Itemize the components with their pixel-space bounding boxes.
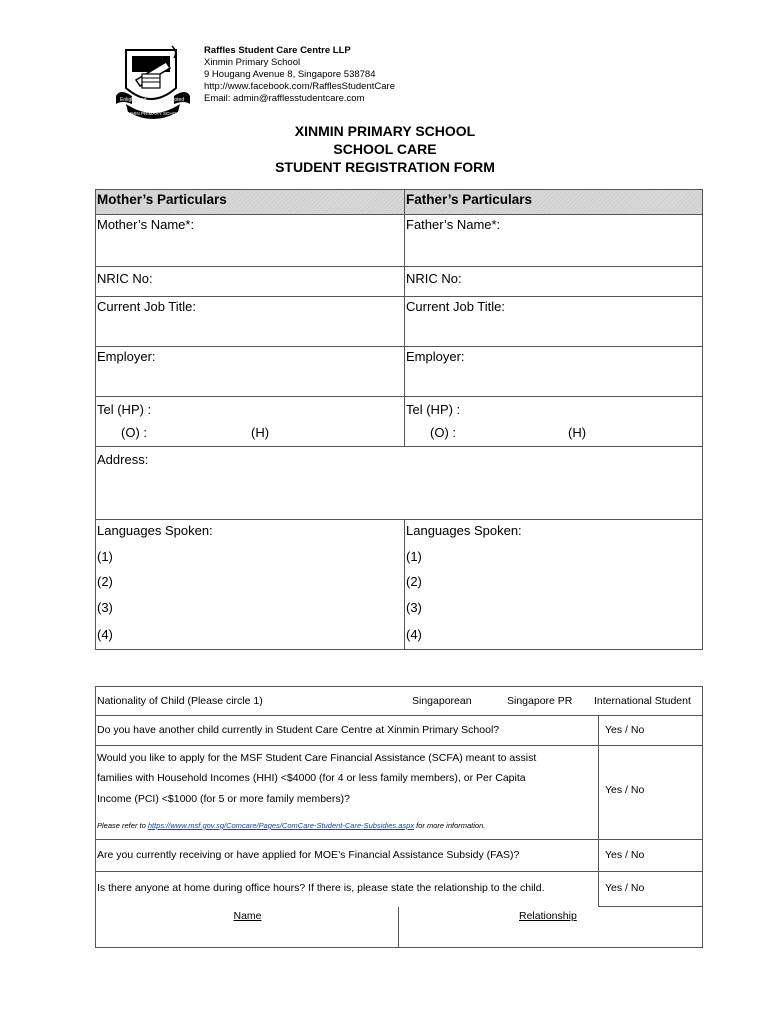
mother-tel-o-label: (O) : xyxy=(121,425,147,440)
father-lang-4: (4) xyxy=(406,627,422,642)
questions-table xyxy=(95,686,703,948)
title-school: XINMIN PRIMARY SCHOOL xyxy=(294,123,476,139)
mother-employer-label: Employer: xyxy=(97,349,156,364)
nat-option-singaporean[interactable]: Singaporean xyxy=(412,695,472,707)
q-fas-text: Are you currently receiving or have applied for MOE’s Financial Assistance Subsidy (FAS)? xyxy=(96,840,599,872)
title-care: SCHOOL CARE xyxy=(333,141,437,157)
crest-text-right: Rooted xyxy=(168,97,185,103)
mother-job-field[interactable] xyxy=(96,297,405,347)
mother-job-label: Current Job Title: xyxy=(97,299,196,314)
form-title xyxy=(0,122,770,176)
q-home-yes-no[interactable]: Yes / No xyxy=(599,872,703,907)
father-name-field[interactable] xyxy=(405,215,703,267)
mother-lang-1: (1) xyxy=(97,549,113,564)
refer-prefix: Please refer to xyxy=(97,821,148,830)
q-scfa-line1: Would you like to apply for the MSF Student Care Financial Assistance (SCFA) meant to assist xyxy=(97,752,537,764)
mother-languages-label: Languages Spoken: xyxy=(97,523,213,538)
father-lang-3: (3) xyxy=(406,600,422,615)
father-nric-label: NRIC No: xyxy=(406,271,462,286)
mother-tel-field[interactable] xyxy=(96,397,405,447)
father-job-field[interactable] xyxy=(405,297,703,347)
org-school: Xinmin Primary School xyxy=(204,57,301,68)
msf-link[interactable]: https://www.msf.gov.sg/Comcare/Pages/ComCare-Student-Care-Subsidies.aspx xyxy=(147,821,415,830)
father-languages-label: Languages Spoken: xyxy=(406,523,522,538)
org-header xyxy=(204,45,395,105)
org-address: 9 Hougang Avenue 8, Singapore 538784 xyxy=(204,69,376,80)
mother-employer-field[interactable] xyxy=(96,347,405,397)
crest-text-left: Enlightened xyxy=(120,97,147,103)
mother-lang-4: (4) xyxy=(97,627,113,642)
parents-table xyxy=(95,189,703,650)
org-email: Email: admin@rafflesstudentcare.com xyxy=(204,93,365,104)
father-tel-hp-label: Tel (HP) : xyxy=(406,402,461,417)
name-column-header: Name xyxy=(233,909,262,922)
mother-tel-hp-label: Tel (HP) : xyxy=(97,402,152,417)
father-lang-1: (1) xyxy=(406,549,422,564)
address-label: Address: xyxy=(97,452,149,467)
refer-note xyxy=(97,810,598,832)
mother-heading: Mother’s Particulars xyxy=(96,190,405,215)
name-column-cell[interactable] xyxy=(96,907,399,948)
father-tel-h-label: (H) xyxy=(568,425,587,440)
father-languages-field[interactable] xyxy=(405,520,703,650)
father-employer-label: Employer: xyxy=(406,349,465,364)
mother-lang-3: (3) xyxy=(97,600,113,615)
mother-tel-h-label: (H) xyxy=(251,425,270,440)
org-name: Raffles Student Care Centre LLP xyxy=(204,45,351,56)
address-field[interactable] xyxy=(96,447,703,520)
q-home-text: Is there anyone at home during office hours? If there is, please state the relationship to the child. xyxy=(96,872,599,907)
father-tel-field[interactable] xyxy=(405,397,703,447)
q-fas-yes-no[interactable]: Yes / No xyxy=(599,840,703,872)
q-scfa-line2: families with Household Incomes (HHI) <$4000 (for 4 or less family members), or Per Capita xyxy=(97,772,526,784)
father-name-label: Father’s Name*: xyxy=(406,217,501,232)
refer-suffix: for more information. xyxy=(414,821,486,830)
q-sibling-yes-no[interactable]: Yes / No xyxy=(599,716,703,746)
mother-nric-field[interactable] xyxy=(96,267,405,297)
father-tel-o-label: (O) : xyxy=(430,425,456,440)
mother-lang-2: (2) xyxy=(97,574,113,589)
nationality-label: Nationality of Child (Please circle 1) xyxy=(97,695,263,707)
mother-name-field[interactable] xyxy=(96,215,405,267)
crest-text-bottom: XINMIN PRIMARY SCHOOL xyxy=(123,111,183,116)
nationality-row xyxy=(96,687,703,716)
title-form: STUDENT REGISTRATION FORM xyxy=(275,159,495,175)
father-employer-field[interactable] xyxy=(405,347,703,397)
father-job-label: Current Job Title: xyxy=(406,299,505,314)
nat-option-international[interactable]: International Student xyxy=(594,695,691,707)
q-scfa-yes-no[interactable]: Yes / No xyxy=(599,746,703,840)
mother-name-label: Mother’s Name*: xyxy=(97,217,195,232)
q-scfa-cell xyxy=(96,746,599,840)
mother-nric-label: NRIC No: xyxy=(97,271,153,286)
relationship-column-header: Relationship xyxy=(519,910,577,922)
nat-option-pr[interactable]: Singapore PR xyxy=(507,695,573,707)
q-scfa-line3: Income (PCI) <$1000 (for 5 or more family members)? xyxy=(97,793,350,805)
org-url: http://www.facebook.com/RafflesStudentCare xyxy=(204,81,395,92)
school-crest-logo xyxy=(112,44,194,122)
father-heading: Father’s Particulars xyxy=(405,190,703,215)
father-nric-field[interactable] xyxy=(405,267,703,297)
q-sibling-text: Do you have another child currently in Student Care Centre at Xinmin Primary School? xyxy=(96,716,599,746)
mother-languages-field[interactable] xyxy=(96,520,405,650)
relationship-column-cell[interactable] xyxy=(399,907,703,948)
father-lang-2: (2) xyxy=(406,574,422,589)
